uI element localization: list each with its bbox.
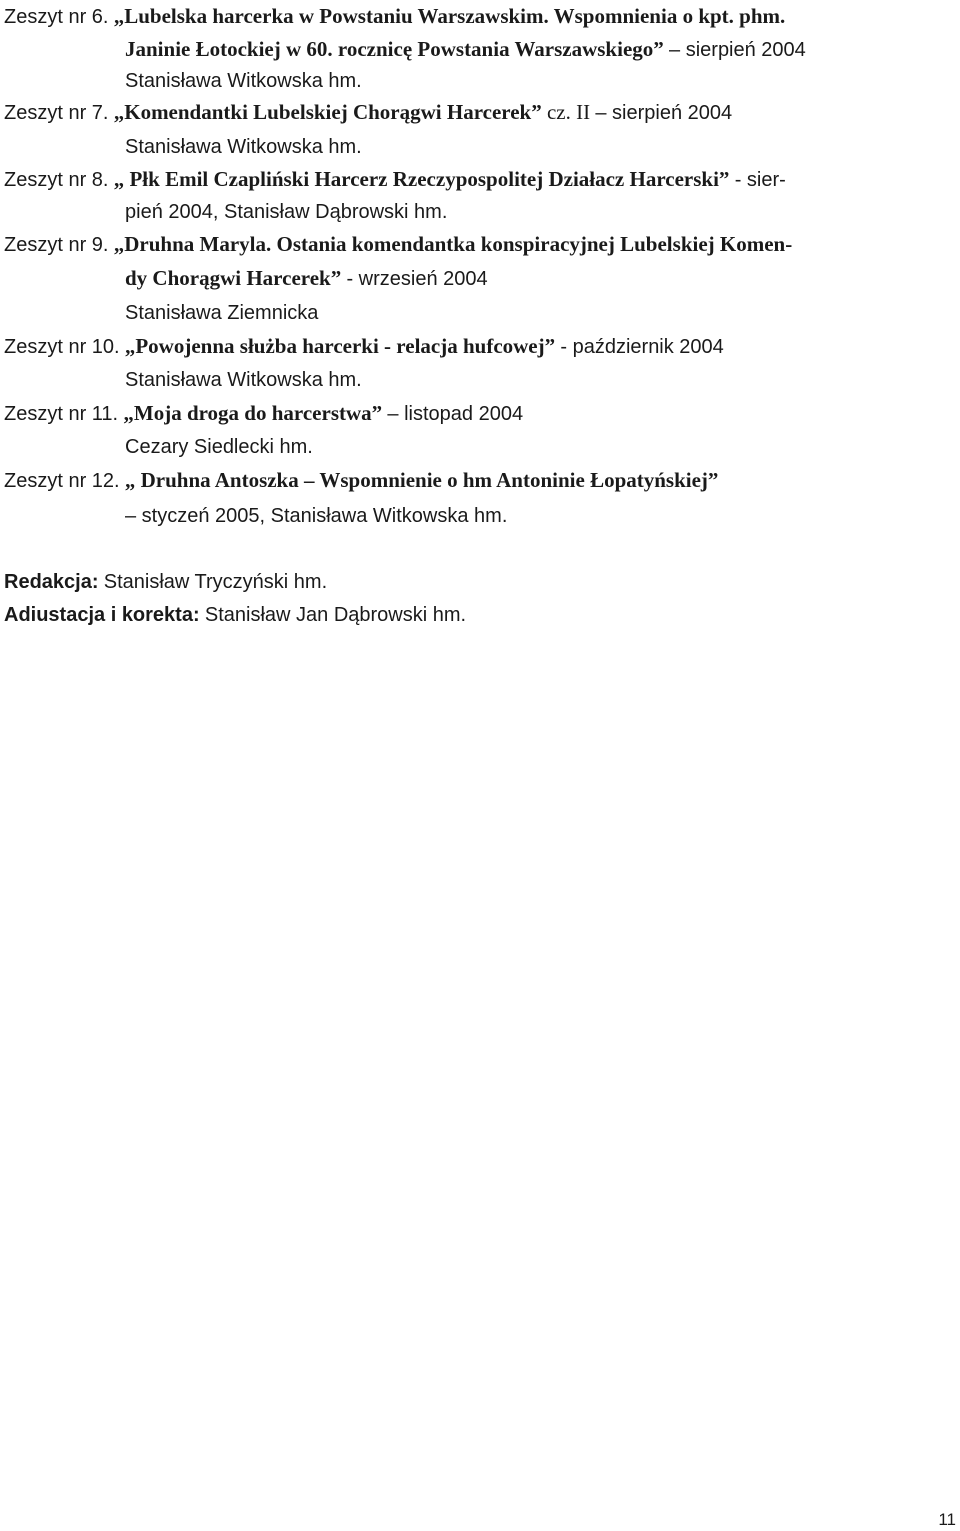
entry-6-prefix: Zeszyt nr 6. xyxy=(4,6,109,28)
editor-label: Redakcja: xyxy=(4,571,99,593)
entry-7-prefix: Zeszyt nr 7. xyxy=(4,102,109,124)
entry-7-title: „Komendantki Lubelskiej Chorągwi Harcerek” xyxy=(113,100,542,124)
entry-12-title: „ Druhna Antoszka – Wspomnienie o hm Antoninie Łopatyńskiej” xyxy=(124,468,719,492)
entry-9-prefix: Zeszyt nr 9. xyxy=(4,234,109,256)
entry-6-date: – sierpień 2004 xyxy=(669,39,806,61)
entry-9-author: Stanisława Ziemnicka xyxy=(125,302,319,324)
proof-label: Adiustacja i korekta: xyxy=(4,604,200,626)
entry-8-title: „ Płk Emil Czapliński Harcerz Rzeczypospolitej Działacz Harcerski” xyxy=(113,167,730,191)
entry-7-date: – sierpień 2004 xyxy=(595,102,733,124)
editor-value: Stanisław Tryczyński hm. xyxy=(103,571,328,593)
entry-8-prefix: Zeszyt nr 8. xyxy=(4,169,109,191)
entry-9-line-2 xyxy=(125,265,488,292)
entry-12-prefix: Zeszyt nr 12. xyxy=(4,470,120,492)
entry-10-author: Stanisława Witkowska hm. xyxy=(125,369,362,391)
entry-8-line-2 xyxy=(125,198,447,225)
entry-9-line-1 xyxy=(4,231,792,258)
entry-10-line-2 xyxy=(125,366,362,393)
entry-11-prefix: Zeszyt nr 11. xyxy=(4,403,119,425)
entry-11-title: „Moja droga do harcerstwa” xyxy=(123,401,383,425)
entry-10-date: - październik 2004 xyxy=(560,336,724,358)
entry-10-title: „Powojenna służba harcerki - relacja hufcowej” xyxy=(124,334,556,358)
entry-6-line-1 xyxy=(4,3,785,30)
entry-7-line-2 xyxy=(125,133,362,160)
entry-6-title-cont: Janinie Łotockiej w 60. rocznicę Powstania Warszawskiego” xyxy=(125,37,664,61)
entry-10-prefix: Zeszyt nr 10. xyxy=(4,336,120,358)
credits-proof xyxy=(4,601,466,628)
entry-6-author: Stanisława Witkowska hm. xyxy=(125,70,362,92)
entry-7-suffix: cz. II xyxy=(546,100,591,124)
entry-9-date: - wrzesień 2004 xyxy=(346,268,488,290)
entry-10-line-1 xyxy=(4,333,724,360)
entry-9-title: „Druhna Maryla. Ostania komendantka konspiracyjnej Lubelskiej Komen- xyxy=(113,232,793,256)
entry-8-line-1 xyxy=(4,166,786,193)
page-number: 11 xyxy=(938,1510,956,1529)
credits-editor xyxy=(4,568,327,595)
entry-8-date-cont: pień 2004, Stanisław Dąbrowski hm. xyxy=(125,201,448,223)
entry-6-line-2 xyxy=(125,36,806,63)
entry-7-author: Stanisława Witkowska hm. xyxy=(125,136,362,158)
entry-12-line-1 xyxy=(4,467,718,494)
entry-11-author: Cezary Siedlecki hm. xyxy=(125,436,313,458)
proof-value: Stanisław Jan Dąbrowski hm. xyxy=(204,604,467,626)
entry-11-line-2 xyxy=(125,433,313,460)
entry-9-title-cont: dy Chorągwi Harcerek” xyxy=(125,266,342,290)
entry-12-line-2 xyxy=(125,502,507,529)
entry-12-date-cont: – styczeń 2005, Stanisława Witkowska hm. xyxy=(125,505,508,527)
entry-11-line-1 xyxy=(4,400,523,427)
entry-11-date: – listopad 2004 xyxy=(387,403,524,425)
entry-7-line-1 xyxy=(4,99,732,126)
entry-6-title: „Lubelska harcerka w Powstaniu Warszawskim. Wspomnienia o kpt. phm. xyxy=(113,4,786,28)
entry-8-date: - sier- xyxy=(734,169,786,191)
entry-9-line-3 xyxy=(125,299,318,326)
entry-6-line-3 xyxy=(125,67,362,94)
